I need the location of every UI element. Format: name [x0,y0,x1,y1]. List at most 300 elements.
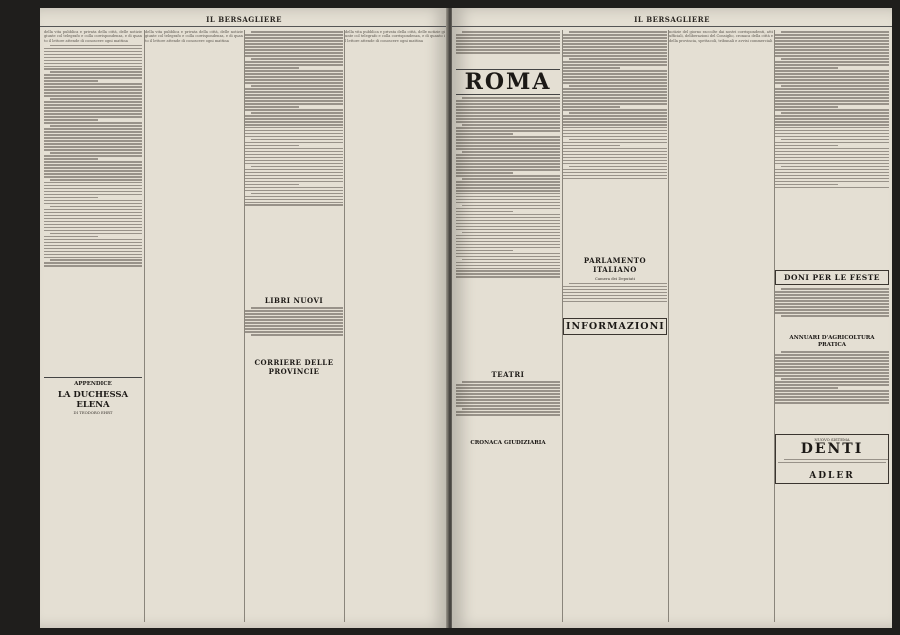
text-line [462,381,560,383]
text-line [775,384,889,386]
text-line [563,142,667,144]
text-line [245,316,343,318]
text-line [245,313,343,315]
text-line [251,307,343,309]
text-line [775,300,889,302]
text-line [44,113,142,115]
text-line [462,408,560,410]
text-line [50,259,142,261]
text-line [775,91,889,93]
text-line [563,91,667,93]
text-line [456,238,560,240]
text-line [245,124,343,126]
text-line [456,402,560,404]
text-line [775,306,889,308]
text-line [245,328,343,330]
text-line [245,325,343,327]
text-line [569,58,667,60]
text-line [44,131,142,133]
text-line [456,172,513,174]
text-line [456,184,560,186]
text-line [245,319,343,321]
text-line [462,259,560,261]
text-line [775,154,889,156]
text-line [456,115,560,117]
text-line [775,163,889,165]
article-body [245,31,343,293]
feuilleton-title: LA DUCHESSA ELENA [57,389,129,410]
text-line [775,151,889,153]
cronaca-heading: CRONACA GIUDIZIARIA [470,440,546,447]
text-line [44,257,142,259]
text-line [50,98,142,100]
text-line [44,265,142,267]
right-page [452,8,892,628]
text-line [456,157,560,159]
left-page [40,8,448,628]
adler-heading: ADLER [809,470,855,481]
text-line [245,97,343,99]
text-line [775,357,889,359]
text-line [462,31,560,33]
text-line [245,115,343,117]
text-line [775,37,889,39]
text-line [456,211,513,213]
text-line [775,64,889,66]
text-line [456,160,560,162]
text-line [245,190,343,192]
text-line [44,185,142,187]
text-line [245,181,343,183]
text-line [775,79,889,81]
text-line [456,399,560,401]
text-line [245,49,343,51]
text-line [775,178,889,180]
text-line [44,218,142,220]
text-line [245,157,343,159]
text-line [456,133,513,135]
article-body [563,283,667,315]
text-line [456,52,560,54]
article-body [563,31,667,253]
text-line [245,163,343,165]
text-line [456,193,560,195]
text-line [775,55,889,57]
text-line [563,178,667,180]
text-line [563,121,667,123]
article-text: della vita pubblica e privata della città, delle notizie giunte col telegrafo e colla corrispondenza, e di quanto il lettore attende di conoscere ogni mattina [145,30,243,43]
text-line [44,110,142,112]
text-line [44,167,142,169]
text-line [456,199,560,201]
article-body [456,97,560,367]
text-line [456,169,560,171]
text-line [245,184,299,186]
text-line [44,48,142,50]
text-line [456,163,560,165]
article-body [456,31,560,67]
text-line [245,61,343,63]
text-line [775,109,889,111]
text-line [563,70,667,72]
text-line [456,214,560,216]
text-line [456,235,560,237]
text-line [456,142,560,144]
text-line [44,239,142,241]
text-line [563,55,667,57]
text-line [245,37,343,39]
text-line [245,82,343,84]
text-line [775,181,889,183]
text-line [563,160,667,162]
text-line [775,106,838,108]
text-line [775,133,889,135]
text-line [456,40,560,42]
text-line [245,204,343,206]
text-line [245,118,343,120]
text-line [775,294,889,296]
roma-heading: ROMA [456,69,560,95]
text-line [245,187,343,189]
text-line [563,100,667,102]
text-line [245,109,343,111]
text-line [44,57,142,59]
text-line [44,254,142,256]
text-line [44,116,142,118]
text-line [44,89,142,91]
text-line [563,289,667,291]
article-body [775,31,889,267]
text-line [456,109,560,111]
text-line [775,127,889,129]
books-heading: LIBRI NUOVI [264,296,324,306]
text-line [245,322,343,324]
text-line [563,40,667,42]
text-line [44,128,142,130]
text-line [775,184,838,186]
text-line [456,145,560,147]
text-line [245,130,343,132]
text-line [563,49,667,51]
text-line [456,202,560,204]
text-line [44,170,142,172]
text-line [456,393,560,395]
text-line [456,175,560,177]
text-line [44,54,142,56]
text-line [775,94,889,96]
text-line [245,169,343,171]
advert-body [775,288,889,332]
text-line [245,160,343,162]
newspaper-title-right: IL BERSAGLIERE [634,15,710,24]
text-line [50,71,142,73]
text-line [456,276,560,278]
text-line [775,142,889,144]
text-line [44,242,142,244]
text-line [563,118,667,120]
text-line [781,112,889,114]
text-line [456,34,560,36]
text-line [456,127,560,129]
text-line [775,303,889,305]
text-line [44,197,98,199]
text-line [245,175,343,177]
text-line [251,166,343,168]
text-line [50,45,142,47]
text-line [563,79,667,81]
right-column-2 [562,30,667,622]
text-line [44,188,142,190]
text-line [456,265,560,267]
text-line [775,145,838,147]
text-line [456,250,513,252]
left-column-1 [44,30,142,622]
text-line [456,390,560,392]
doni-heading: DONI PER LE FESTE [783,273,881,283]
text-line [44,95,142,97]
text-line [775,390,889,392]
text-line [245,64,343,66]
text-line [563,67,620,69]
text-line [775,354,889,356]
text-line [781,315,889,317]
text-line [563,46,667,48]
advert-body [775,351,889,431]
parliament-heading: PARLAMENTO ITALIANO [583,256,647,275]
text-line [50,179,142,181]
text-line [245,136,343,138]
text-line [245,127,343,129]
text-line [245,331,343,333]
text-line [251,112,343,114]
text-line [563,76,667,78]
feuilleton-label: APPENDICE [74,380,112,387]
text-line [44,212,142,214]
text-line [775,369,889,371]
text-line [251,31,343,33]
doni-box [775,270,889,285]
text-line [563,154,667,156]
running-head-right [452,12,892,27]
feuilleton-author: DI TEODORO EHRT [73,409,113,415]
text-line [775,73,889,75]
text-line [456,223,560,225]
text-line [775,46,889,48]
text-line [456,136,560,138]
text-line [456,273,560,275]
text-line [44,209,142,211]
text-line [245,145,299,147]
text-line [563,109,667,111]
text-line [775,67,838,69]
text-line [245,151,343,153]
text-line [781,31,889,33]
text-line [44,63,142,65]
text-line [456,154,560,156]
text-line [44,60,142,62]
text-line [775,130,889,132]
text-line [245,100,343,102]
text-line [245,55,343,57]
text-line [50,152,142,154]
text-line [563,163,667,165]
text-line [462,124,560,126]
text-line [775,97,889,99]
text-line [775,121,889,123]
text-line [456,256,560,258]
text-line [245,52,343,54]
text-line [245,43,343,45]
text-line [563,130,667,132]
text-line [569,166,667,168]
text-line [563,64,667,66]
text-line [456,118,560,120]
text-line [569,139,667,141]
text-line [50,125,142,127]
article-body [245,307,343,355]
text-line [245,40,343,42]
text-line [781,288,889,290]
text-line [775,372,889,374]
text-line [563,37,667,39]
text-line [456,166,560,168]
text-line [44,155,142,157]
text-line [775,88,889,90]
text-line [251,85,343,87]
article-body [44,45,142,375]
text-line [569,283,667,285]
text-line [245,94,343,96]
text-line [44,104,142,106]
info-box [563,318,667,335]
text-line [44,251,142,253]
text-line [775,70,889,72]
text-line [563,73,667,75]
text-line [456,384,560,386]
text-line [245,202,343,204]
text-line [456,220,560,222]
text-line [781,58,889,60]
text-line [245,79,343,81]
text-line [563,172,667,174]
text-line [775,160,889,162]
text-line [44,134,142,136]
text-line [245,178,343,180]
text-line [44,200,142,202]
text-line [44,107,142,109]
text-line [563,127,667,129]
text-line [44,227,142,229]
text-line [563,61,667,63]
text-line [775,375,889,377]
text-line [456,253,560,255]
article-text: notizie del giorno raccolte dai nostri corrispondenti, atti ufficiali, deliberazioni del Consiglio, cronaca della città e della provincia, spettacoli, tribunali e avvisi commerciali [669,30,773,43]
left-column-3 [244,30,343,622]
right-column-1 [456,30,560,622]
right-column-4 [774,30,889,622]
text-line [775,172,889,174]
running-head-left [40,12,448,27]
text-line [245,67,299,69]
text-line [456,196,560,198]
text-line [775,157,889,159]
text-line [775,76,889,78]
text-line [775,100,889,102]
text-line [44,137,142,139]
text-line [245,46,343,48]
text-line [251,58,343,60]
article-text: della vita pubblica e privata della città, delle notizie giunte col telegrafo e colla corrispondenza, e di quanto il lettore attende di conoscere ogni mattina [44,30,142,43]
text-line [50,233,142,235]
text-line [44,236,98,238]
text-line [456,244,560,246]
text-line [563,88,667,90]
denti-label: NUOVO SISTEMA [814,437,850,443]
text-line [44,122,142,124]
text-line [44,248,142,250]
text-line [775,291,889,293]
text-line [563,148,667,150]
text-line [784,459,889,461]
text-line [775,297,889,299]
text-line [563,133,667,135]
text-line [245,148,343,150]
right-column-3 [668,30,773,622]
text-line [569,31,667,33]
text-line [563,145,620,147]
text-line [44,101,142,103]
text-line [563,175,667,177]
text-line [563,298,667,300]
text-line [563,295,667,297]
text-line [462,97,560,99]
text-line [456,226,560,228]
text-line [563,34,667,36]
left-column-4 [344,30,445,622]
text-line [569,85,667,87]
text-line [44,194,142,196]
text-line [456,190,560,192]
text-line [775,312,889,314]
text-line [245,310,343,312]
text-line [44,161,142,163]
text-line [563,94,667,96]
text-line [775,52,889,54]
text-line [775,148,889,150]
text-line [456,112,560,114]
text-line [44,86,142,88]
text-line [456,139,560,141]
text-line [456,208,560,210]
text-line [44,158,98,160]
text-line [563,82,667,84]
text-line [44,215,142,217]
text-line [456,130,560,132]
text-line [245,88,343,90]
text-line [245,121,343,123]
text-line [781,139,889,141]
text-line [44,164,142,166]
text-line [775,393,889,395]
text-line [456,37,560,39]
text-line [775,360,889,362]
text-line [456,148,560,150]
text-line [781,166,889,168]
text-line [456,414,560,416]
text-line [462,178,560,180]
text-line [44,66,142,68]
text-line [245,103,343,105]
